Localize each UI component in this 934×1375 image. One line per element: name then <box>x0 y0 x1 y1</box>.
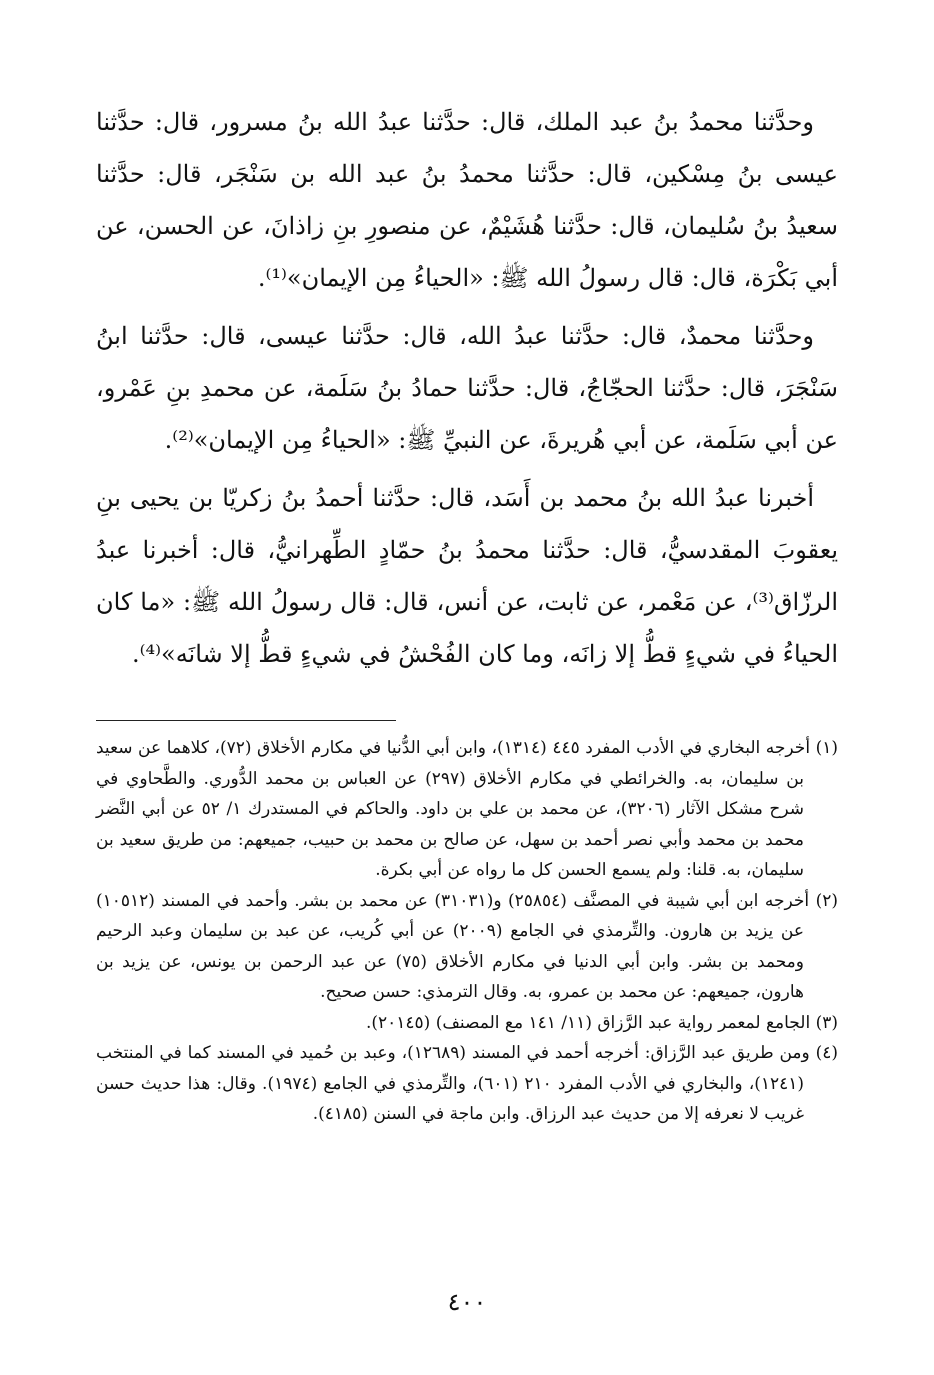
footnote-1: (١) أخرجه البخاري في الأدب المفرد ٤٤٥ (١٣١٤)، وابن أبي الدُّنيا في مكارم الأخلاق (٧٢)، كلاهما عن سعيد بن سليمان، به. والخرائطي في مكارم الأخلاق (٢٩٧) عن العباس بن محمد الدُّوري. والطَّحاوي في شرح مشكل الآثار (٣٢٠٦)، عن محمد بن علي بن داود. والحاكم في المستدرك ١/ ٥٢ عن أبي النَّضر محمد بن محمد وأبي نصر أحمد بن سهل، عن صالح بن محمد بن حبيب، جميعهم: من طريق سعيد بن سليمان، به. قلنا: ولم يسمع الحسن كل ما رواه عن أبي بكرة. <box>96 738 839 880</box>
footnotes <box>96 733 838 1130</box>
paragraph-3: أخبرنا عبدُ الله بنُ محمد بن أَسَد، قال: حدَّثنا أحمدُ بنُ زكريّا بن يحيى بنِ يعقوبَ المقدسيُّ، قال: حدَّثنا محمدُ بنُ حمّادٍ الطِّهرانيُّ، قال: أخبرنا عبدُ الرزّاق⁽³⁾، عن مَعْمر، عن ثابت، عن أنس، قال: قال رسولُ الله ﷺ: «ما كان الحياءُ في شيءٍ قطُّ إلا زانَه، وما كان الفُحْشُ في شيءٍ قطُّ إلا شانَه»⁽⁴⁾. <box>96 484 838 668</box>
main-text <box>96 96 838 680</box>
footnote-separator <box>96 720 396 721</box>
footnote-3: (٣) الجامع لمعمر رواية عبد الرَّزاق (١١/ ١٤١ مع المصنف) (٢٠١٤٥). <box>365 1012 838 1033</box>
paragraph-1: وحدَّثنا محمدُ بنُ عبد الملك، قال: حدَّثنا عبدُ الله بنُ مسرور، قال: حدَّثنا عيسى بنُ مِسْكين، قال: حدَّثنا محمدُ بنُ عبد الله بن سَنْجَر، قال: حدَّثنا سعيدُ بنُ سُليمان، قال: حدَّثنا هُشَيْمٌ، عن منصورِ بنِ زاذانَ، عن الحسن، عن أبي بَكْرَة، قال: قال رسولُ الله ﷺ: «الحياءُ مِن الإيمان»⁽¹⁾. <box>96 108 838 292</box>
footnote-2: (٢) أخرجه ابن أبي شيبة في المصنَّف (٢٥٨٥٤) و(٣١٠٣١) عن محمد بن بشر. وأحمد في المسند (١٠٥١٢) عن يزيد بن هارون. والتِّرمذي في الجامع (٢٠٠٩) عن أبي كُريب، عن عبد بن سليمان وعبد الرحيم ومحمد بن بشر. وابن أبي الدنيا في مكارم الأخلاق (٧٥) عن عبد الرحمن بن يونس، عن يزيد بن هارون، جميعهم: عن محمد بن عمرو، به. وقال الترمذي: حسن صحيح. <box>96 890 838 1002</box>
footnote-4: (٤) ومن طريق عبد الرَّزاق: أخرجه أحمد في المسند (١٢٦٨٩)، وعبد بن حُميد في المسند كما في المنتخب (١٢٤١)، والبخاري في الأدب المفرد ٢١٠ (٦٠١)، والتِّرمذي في الجامع (١٩٧٤). وقال: هذا حديث حسن غريب لا نعرفه إلا من حديث عبد الرزاق. وابن ماجة في السنن (٤١٨٥). <box>96 1043 838 1124</box>
page-number: ٤٠٠ <box>447 1288 487 1316</box>
paragraph-2: وحدَّثنا محمدٌ، قال: حدَّثنا عبدُ الله، قال: حدَّثنا عيسى، قال: حدَّثنا ابنُ سَنْجَرَ، قال: حدَّثنا الحجّاجُ، قال: حدَّثنا حمادُ بنُ سَلَمة، عن محمدِ بنِ عَمْرو، عن أبي سَلَمة، عن أبي هُريرةَ، عن النبيِّ ﷺ: «الحياءُ مِن الإيمان»⁽²⁾. <box>96 322 838 454</box>
book-page <box>96 96 838 1356</box>
